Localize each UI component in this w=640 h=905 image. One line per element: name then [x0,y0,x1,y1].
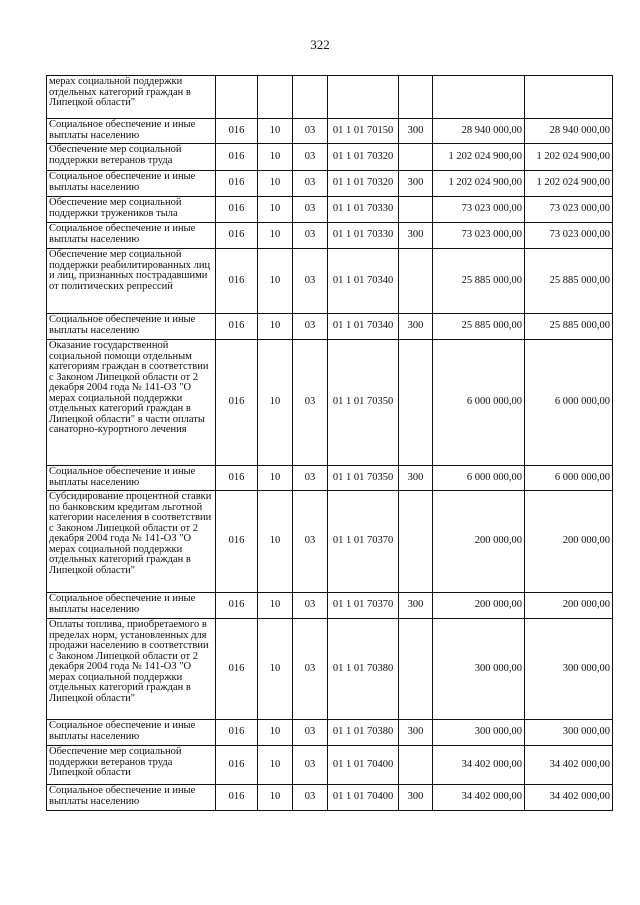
expense-type-cell: 300 [399,223,433,249]
ministry-code-cell: 016 [216,144,258,171]
target-article-cell: 01 1 01 70350 [328,340,399,466]
amount-cell-1 [433,76,525,119]
table-row [47,720,613,746]
item-name-cell: Обеспечение мер социальной поддержки реабилитированных лиц и лиц, признанных пострадавшими от политических репрессий [47,249,216,314]
table-row [47,746,613,785]
expense-type-cell: 300 [399,466,433,491]
target-article-cell: 01 1 01 70320 [328,171,399,197]
amount-cell-2: 25 885 000,00 [525,314,613,340]
item-name-cell: Обеспечение мер социальной поддержки ветеранов труда Липецкой области [47,746,216,785]
section-code-cell: 10 [258,746,293,785]
amount-cell-2: 300 000,00 [525,619,613,720]
section-code-cell: 10 [258,144,293,171]
expense-type-cell: 300 [399,593,433,619]
table-row [47,619,613,720]
amount-cell-1: 200 000,00 [433,491,525,593]
subsection-code-cell: 03 [293,171,328,197]
table-row [47,491,613,593]
amount-cell-2: 6 000 000,00 [525,340,613,466]
item-name-cell: мерах социальной поддержки отдельных категорий граждан в Липецкой области" [47,76,216,119]
ministry-code-cell: 016 [216,314,258,340]
ministry-code-cell: 016 [216,466,258,491]
section-code-cell: 10 [258,171,293,197]
item-name-cell: Социальное обеспечение и иные выплаты населению [47,119,216,144]
amount-cell-2: 25 885 000,00 [525,249,613,314]
section-code-cell: 10 [258,466,293,491]
expense-type-cell [399,491,433,593]
target-article-cell: 01 1 01 70400 [328,785,399,811]
item-name-cell: Оказание государственной социальной помощи отдельным категориям граждан в соответствии с Законом Липецкой области от 2 декабря 2004 года № 141-ОЗ "О мерах социальной поддержки отдельных категорий граждан в Липецкой области" в части оплаты санаторно-курортного лечения [47,340,216,466]
amount-cell-2: 73 023 000,00 [525,223,613,249]
ministry-code-cell: 016 [216,197,258,223]
subsection-code-cell: 03 [293,466,328,491]
amount-cell-1: 25 885 000,00 [433,314,525,340]
expense-type-cell [399,249,433,314]
target-article-cell: 01 1 01 70150 [328,119,399,144]
section-code-cell: 10 [258,340,293,466]
item-name-cell: Социальное обеспечение и иные выплаты населению [47,785,216,811]
target-article-cell: 01 1 01 70400 [328,746,399,785]
table-row [47,144,613,171]
target-article-cell: 01 1 01 70380 [328,619,399,720]
amount-cell-2: 34 402 000,00 [525,746,613,785]
amount-cell-1: 34 402 000,00 [433,746,525,785]
section-code-cell: 10 [258,785,293,811]
amount-cell-1: 6 000 000,00 [433,466,525,491]
subsection-code-cell: 03 [293,593,328,619]
table-body [47,76,613,811]
amount-cell-2: 200 000,00 [525,593,613,619]
target-article-cell: 01 1 01 70340 [328,314,399,340]
amount-cell-2: 6 000 000,00 [525,466,613,491]
section-code-cell: 10 [258,223,293,249]
amount-cell-2: 28 940 000,00 [525,119,613,144]
amount-cell-1: 1 202 024 900,00 [433,144,525,171]
section-code-cell: 10 [258,593,293,619]
amount-cell-1: 34 402 000,00 [433,785,525,811]
section-code-cell: 10 [258,119,293,144]
table-row [47,466,613,491]
expense-type-cell: 300 [399,720,433,746]
ministry-code-cell: 016 [216,619,258,720]
amount-cell-1: 300 000,00 [433,720,525,746]
expense-type-cell: 300 [399,171,433,197]
item-name-cell: Социальное обеспечение и иные выплаты населению [47,223,216,249]
expense-type-cell [399,340,433,466]
section-code-cell: 10 [258,491,293,593]
item-name-cell: Социальное обеспечение и иные выплаты населению [47,720,216,746]
target-article-cell: 01 1 01 70330 [328,197,399,223]
amount-cell-1: 73 023 000,00 [433,197,525,223]
amount-cell-1: 300 000,00 [433,619,525,720]
expense-type-cell: 300 [399,314,433,340]
ministry-code-cell: 016 [216,720,258,746]
amount-cell-1: 1 202 024 900,00 [433,171,525,197]
table-row [47,76,613,119]
table-row [47,340,613,466]
ministry-code-cell: 016 [216,171,258,197]
expense-type-cell: 300 [399,119,433,144]
subsection-code-cell: 03 [293,340,328,466]
amount-cell-1: 25 885 000,00 [433,249,525,314]
item-name-cell: Оплаты топлива, приобретаемого в пределах норм, установленных для продажи населению в соответствии с Законом Липецкой области от 2 декабря 2004 года № 141-ОЗ "О мерах социальной поддержки отдельных категорий граждан в Липецкой области" [47,619,216,720]
amount-cell-1: 6 000 000,00 [433,340,525,466]
ministry-code-cell: 016 [216,119,258,144]
item-name-cell: Обеспечение мер социальной поддержки ветеранов труда [47,144,216,171]
table-row [47,314,613,340]
item-name-cell: Субсидирование процентной ставки по банковским кредитам льготной категории населения в соответствии с Законом Липецкой области от 2 декабря 2004 года № 141-ОЗ "О мерах социальной поддержки отдельных категорий граждан в Липецкой области" [47,491,216,593]
target-article-cell: 01 1 01 70370 [328,593,399,619]
subsection-code-cell: 03 [293,785,328,811]
amount-cell-2: 300 000,00 [525,720,613,746]
table-row [47,171,613,197]
table-row [47,785,613,811]
ministry-code-cell: 016 [216,746,258,785]
target-article-cell: 01 1 01 70320 [328,144,399,171]
subsection-code-cell: 03 [293,720,328,746]
item-name-cell: Обеспечение мер социальной поддержки тружеников тыла [47,197,216,223]
amount-cell-1: 73 023 000,00 [433,223,525,249]
ministry-code-cell [216,76,258,119]
expense-type-cell [399,197,433,223]
amount-cell-2: 1 202 024 900,00 [525,144,613,171]
amount-cell-1: 200 000,00 [433,593,525,619]
budget-table [46,75,613,811]
section-code-cell: 10 [258,249,293,314]
subsection-code-cell: 03 [293,619,328,720]
target-article-cell: 01 1 01 70380 [328,720,399,746]
ministry-code-cell: 016 [216,785,258,811]
page-number: 322 [310,37,330,52]
expense-type-cell [399,76,433,119]
table-row [47,197,613,223]
ministry-code-cell: 016 [216,223,258,249]
subsection-code-cell: 03 [293,314,328,340]
target-article-cell: 01 1 01 70370 [328,491,399,593]
subsection-code-cell: 03 [293,249,328,314]
table-row [47,119,613,144]
section-code-cell: 10 [258,619,293,720]
target-article-cell: 01 1 01 70340 [328,249,399,314]
expense-type-cell: 300 [399,785,433,811]
target-article-cell: 01 1 01 70330 [328,223,399,249]
table-row [47,593,613,619]
item-name-cell: Социальное обеспечение и иные выплаты населению [47,314,216,340]
ministry-code-cell: 016 [216,249,258,314]
target-article-cell: 01 1 01 70350 [328,466,399,491]
table-row [47,223,613,249]
subsection-code-cell: 03 [293,746,328,785]
ministry-code-cell: 016 [216,491,258,593]
subsection-code-cell [293,76,328,119]
item-name-cell: Социальное обеспечение и иные выплаты населению [47,593,216,619]
section-code-cell: 10 [258,720,293,746]
expense-type-cell [399,619,433,720]
table-row [47,249,613,314]
subsection-code-cell: 03 [293,223,328,249]
expense-type-cell [399,746,433,785]
ministry-code-cell: 016 [216,340,258,466]
amount-cell-1: 28 940 000,00 [433,119,525,144]
expense-type-cell [399,144,433,171]
subsection-code-cell: 03 [293,491,328,593]
section-code-cell: 10 [258,314,293,340]
section-code-cell [258,76,293,119]
target-article-cell [328,76,399,119]
subsection-code-cell: 03 [293,144,328,171]
subsection-code-cell: 03 [293,119,328,144]
amount-cell-2: 200 000,00 [525,491,613,593]
section-code-cell: 10 [258,197,293,223]
item-name-cell: Социальное обеспечение и иные выплаты населению [47,466,216,491]
ministry-code-cell: 016 [216,593,258,619]
amount-cell-2: 1 202 024 900,00 [525,171,613,197]
item-name-cell: Социальное обеспечение и иные выплаты населению [47,171,216,197]
amount-cell-2: 34 402 000,00 [525,785,613,811]
subsection-code-cell: 03 [293,197,328,223]
amount-cell-2: 73 023 000,00 [525,197,613,223]
amount-cell-2 [525,76,613,119]
